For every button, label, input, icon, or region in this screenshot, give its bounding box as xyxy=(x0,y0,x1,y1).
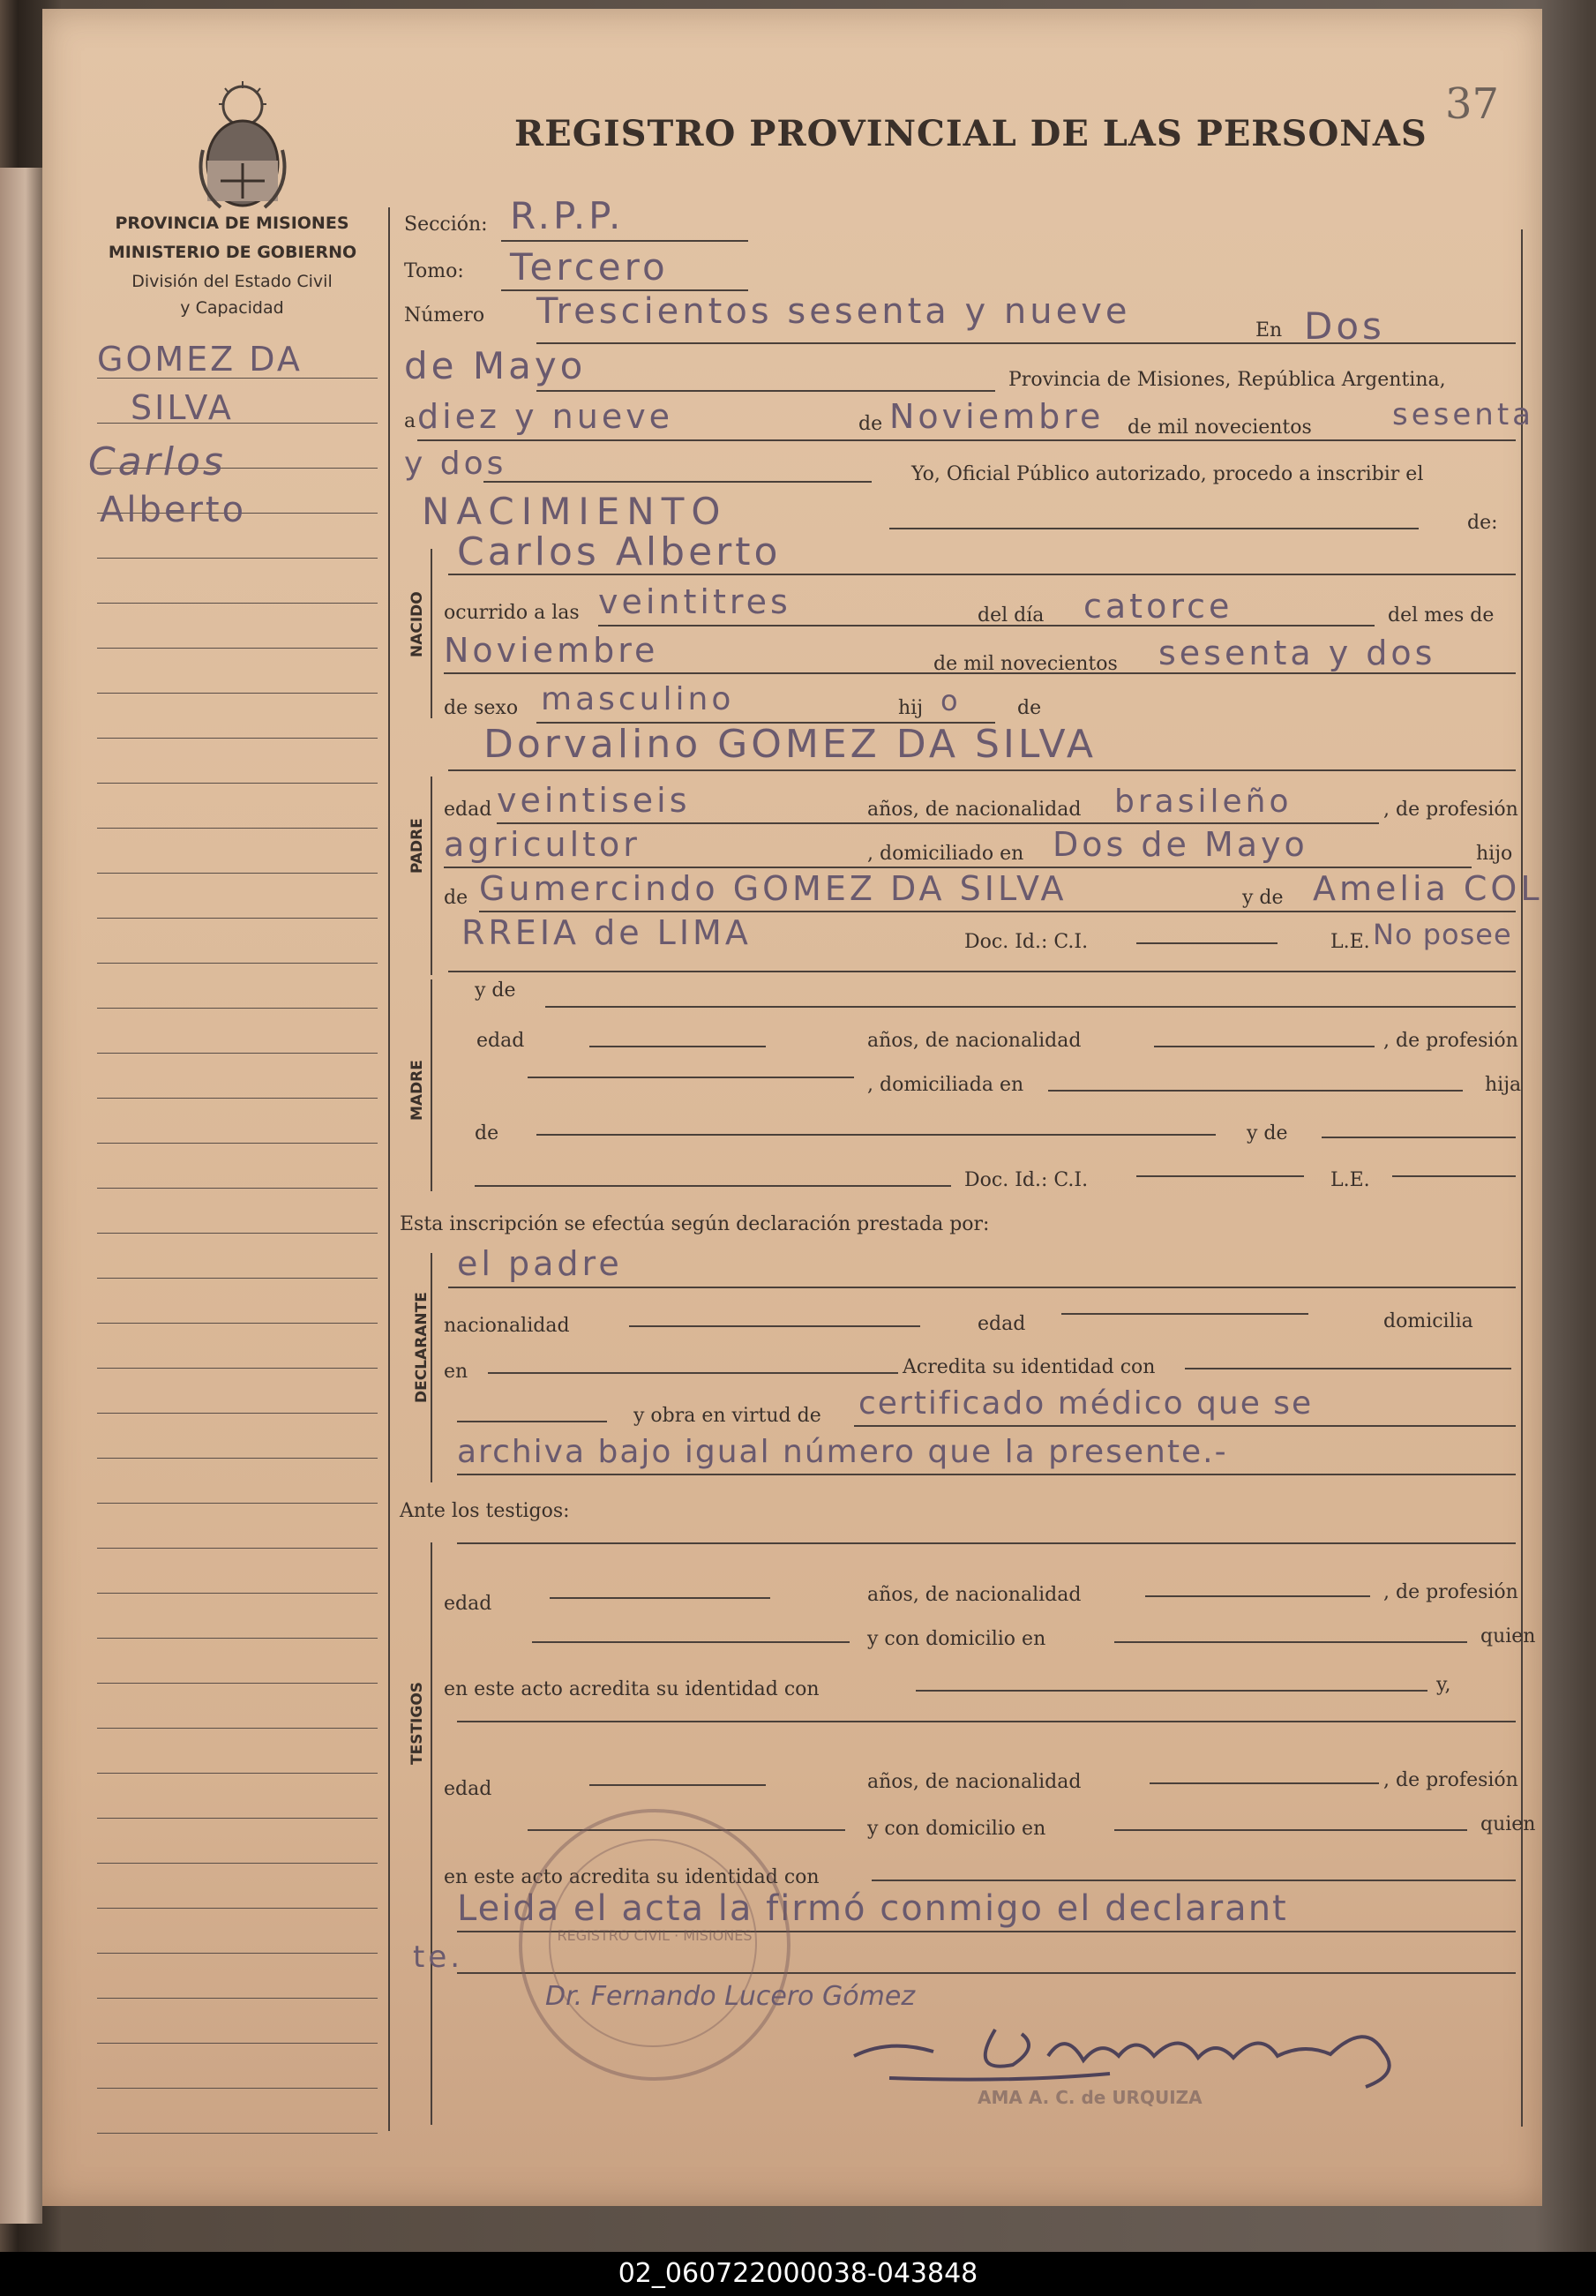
madre-y-de: y de xyxy=(475,979,516,1002)
declarante-edad-label: edad xyxy=(978,1313,1026,1335)
margin-rule xyxy=(97,1593,378,1594)
mother-hija-label: hija xyxy=(1485,1074,1522,1096)
de-label: de xyxy=(858,413,883,435)
numero-line xyxy=(536,342,1516,344)
father-de-label: de xyxy=(444,887,468,909)
declarante-edad-line xyxy=(1061,1313,1308,1315)
oficial-text: Yo, Oficial Público autorizado, procedo a inscribir el xyxy=(911,463,1424,485)
margin-rule xyxy=(97,1413,378,1414)
father-edad-line xyxy=(497,822,1379,824)
father-prof-line xyxy=(444,867,1472,868)
padre-border xyxy=(431,777,432,975)
father-doc-label: Doc. Id.: C.I. xyxy=(964,931,1089,953)
register-page xyxy=(42,9,1542,2206)
testigos-border xyxy=(431,1542,432,2125)
testigo1-acredita-line xyxy=(916,1690,1427,1692)
sexo-value: masculino xyxy=(541,681,735,717)
margin-rule xyxy=(97,1008,378,1009)
act-line xyxy=(889,528,1419,529)
year-value-1: sesenta xyxy=(1392,397,1534,432)
grandfather-value: Gumercindo GOMEZ DA SILVA xyxy=(479,869,1068,908)
month-value: Noviembre xyxy=(889,397,1105,436)
grandmother-value-1: Amelia COL xyxy=(1313,869,1543,908)
testigo1-prof-label: , de profesión xyxy=(1383,1581,1518,1603)
testigo2-edad-label: edad xyxy=(444,1778,492,1800)
father-le-value: No posee xyxy=(1373,918,1512,951)
testigo2-edad-line xyxy=(589,1784,766,1786)
madre-border xyxy=(431,979,432,1191)
mother-extra-line xyxy=(475,1185,951,1187)
testigo1-prof-line xyxy=(532,1641,850,1643)
margin-rule xyxy=(97,1638,378,1639)
testigo2-prof-label: , de profesión xyxy=(1383,1769,1518,1791)
margin-rule xyxy=(97,1188,378,1189)
act-type: NACIMIENTO xyxy=(422,490,728,533)
margin-surname-2: SILVA xyxy=(131,388,234,427)
testigos-intro: Ante los testigos: xyxy=(400,1500,570,1522)
padre-section-label: PADRE xyxy=(408,818,426,874)
mother-parents-line xyxy=(536,1134,1216,1136)
birth-day-value: catorce xyxy=(1083,587,1233,626)
division-label: División del Estado Civil xyxy=(131,272,333,291)
mother-nac-line xyxy=(1154,1046,1375,1047)
main-border xyxy=(388,207,390,2131)
margin-rule xyxy=(97,1503,378,1504)
hour-line xyxy=(598,625,1375,627)
testigo-name-line xyxy=(457,1542,1516,1544)
province-label: PROVINCIA DE MISIONES xyxy=(115,214,349,233)
provincia-text: Provincia de Misiones, República Argentina, xyxy=(1008,369,1446,391)
father-ci-line xyxy=(1136,942,1278,944)
margin-rule xyxy=(97,1773,378,1774)
testigo2-quien-label: quien xyxy=(1480,1813,1536,1835)
declarante-obra-line-pre xyxy=(457,1421,607,1422)
declarante-acredita-label: Acredita su identidad con xyxy=(903,1356,1156,1378)
testigo2-acredita-label: en este acto acredita su identidad con xyxy=(444,1866,820,1888)
mes-label: del mes de xyxy=(1388,604,1495,627)
margin-rule xyxy=(97,1998,378,1999)
birth-month-value: Noviembre xyxy=(444,631,659,670)
margin-rule xyxy=(97,1368,378,1369)
seccion-line xyxy=(501,240,748,242)
sexo-label: de sexo xyxy=(444,697,519,719)
hour-value: veintitres xyxy=(598,582,791,621)
margin-rule xyxy=(97,1143,378,1144)
margin-rule xyxy=(97,873,378,874)
mother-doc-label: Doc. Id.: C.I. xyxy=(964,1169,1089,1191)
margin-rule xyxy=(97,693,378,694)
margin-rule xyxy=(97,1953,378,1954)
margin-rule xyxy=(97,2088,378,2089)
mother-y-de-label: y de xyxy=(1247,1122,1288,1144)
father-prof-label: , de profesión xyxy=(1383,799,1518,821)
handwritten-note: Dr. Fernando Lucero Gómez xyxy=(545,1981,916,2012)
margin-given-name-1: Carlos xyxy=(88,439,226,484)
father-nac-value: brasileño xyxy=(1114,784,1293,820)
dia-label: del día xyxy=(978,604,1045,627)
hijo-label: hij xyxy=(898,697,924,719)
de-colon: de: xyxy=(1467,512,1498,534)
margin-rule xyxy=(97,1683,378,1684)
testigo2-dom-line xyxy=(1114,1829,1467,1831)
margin-rule xyxy=(97,1863,378,1864)
declarante-obra-value-1: certificado médico que se xyxy=(858,1385,1314,1422)
margin-rule xyxy=(97,2043,378,2044)
left-page-edge xyxy=(0,168,42,2224)
father-doc-line xyxy=(448,971,1516,972)
hijo-value: o xyxy=(940,684,962,717)
mother-prof-line xyxy=(528,1077,854,1078)
margin-rule xyxy=(97,1818,378,1819)
declarante-dom-label: domicilia xyxy=(1383,1310,1473,1332)
margin-rule xyxy=(97,828,378,829)
declarante-value: el padre xyxy=(457,1244,623,1283)
margin-rule xyxy=(97,558,378,559)
mother-prof-label: , de profesión xyxy=(1383,1030,1518,1052)
ocurrido-label: ocurrido a las xyxy=(444,602,580,624)
testigo1-dom-line xyxy=(1114,1641,1467,1643)
place-line xyxy=(536,390,995,392)
testigo1-nac-label: años, de nacionalidad xyxy=(867,1584,1082,1606)
en-label: En xyxy=(1255,319,1283,341)
mother-dom-label: , domiciliada en xyxy=(867,1074,1024,1096)
father-dom-label: , domiciliado en xyxy=(867,843,1024,865)
margin-rule xyxy=(97,918,378,919)
declarante-nac-label: nacionalidad xyxy=(444,1315,570,1337)
margin-rule xyxy=(97,1908,378,1909)
margin-rule xyxy=(97,2133,378,2134)
date-line xyxy=(417,439,1516,441)
madre-name-line xyxy=(545,1006,1516,1008)
declarante-line xyxy=(448,1287,1516,1288)
year-line xyxy=(483,481,872,483)
margin-rule xyxy=(97,1323,378,1324)
nacido-border xyxy=(431,549,432,718)
declarante-acredita-line xyxy=(1185,1368,1511,1369)
margin-rule xyxy=(97,1053,378,1054)
seccion-label: Sección: xyxy=(404,214,488,236)
father-name: Dorvalino GOMEZ DA SILVA xyxy=(483,722,1097,767)
father-le-label: L.E. xyxy=(1330,931,1370,953)
testigo2-name-line xyxy=(457,1721,1516,1722)
margin-rule xyxy=(97,963,378,964)
father-hijo-label: hijo xyxy=(1476,843,1513,865)
margin-rule xyxy=(97,1278,378,1279)
declarante-en-line xyxy=(488,1372,898,1374)
declarante-intro: Esta inscripción se efectúa según declaración prestada por: xyxy=(400,1213,990,1235)
closing-text-1: Leida el acta la firmó conmigo el declarant xyxy=(457,1888,1288,1929)
father-prof-value: agricultor xyxy=(444,825,641,864)
declarante-obra-label: y obra en virtud de xyxy=(633,1405,821,1427)
signature-icon xyxy=(836,2003,1436,2100)
mother-ci-line xyxy=(1136,1175,1304,1177)
margin-rule xyxy=(97,1098,378,1099)
mother-nac-label: años, de nacionalidad xyxy=(867,1030,1082,1052)
place-value-2: de Mayo xyxy=(404,344,587,387)
mother-le-label: L.E. xyxy=(1330,1169,1370,1191)
page-title: REGISTRO PROVINCIAL DE LAS PERSONAS xyxy=(514,113,1427,154)
declarante-obra-line-2 xyxy=(457,1474,1516,1475)
testigo1-dom-label: y con domicilio en xyxy=(867,1628,1046,1650)
place-value-1: Dos xyxy=(1304,304,1385,348)
birth-month-line xyxy=(444,672,1516,674)
testigo1-y-label: y, xyxy=(1436,1674,1451,1696)
testigo1-nac-line xyxy=(1145,1595,1370,1597)
page-number: 37 xyxy=(1445,79,1500,129)
year-value-2: y dos xyxy=(404,446,507,482)
mother-edad-line xyxy=(589,1046,766,1047)
grandmother-value-2: RREIA de LIMA xyxy=(461,913,752,952)
child-name: Carlos Alberto xyxy=(457,529,782,574)
margin-rule xyxy=(97,738,378,739)
margin-given-name-2: Alberto xyxy=(100,490,247,530)
margin-rule xyxy=(97,1728,378,1729)
coat-of-arms-icon xyxy=(194,79,291,212)
declarante-border xyxy=(431,1253,432,1482)
testigo1-acredita-label: en este acto acredita su identidad con xyxy=(444,1678,820,1700)
day-value: diez y nueve xyxy=(417,397,674,436)
nacido-section-label: NACIDO xyxy=(408,591,426,657)
father-nac-label: años, de nacionalidad xyxy=(867,799,1082,821)
hijo-de-label: de xyxy=(1017,697,1042,719)
testigo1-quien-label: quien xyxy=(1480,1625,1536,1647)
father-y-de-label: y de xyxy=(1242,887,1284,909)
margin-surname-1: GOMEZ DA xyxy=(97,340,303,379)
father-edad-label: edad xyxy=(444,799,492,821)
right-border xyxy=(1521,229,1523,2127)
father-name-line xyxy=(448,769,1516,771)
official-stamp: AMA A. C. de URQUIZA xyxy=(978,2087,1203,2108)
mother-parents-line-2 xyxy=(1322,1137,1516,1138)
mother-de-label: de xyxy=(475,1122,499,1144)
declarante-obra-line xyxy=(854,1425,1516,1427)
ministry-label: MINISTERIO DE GOBIERNO xyxy=(108,243,357,262)
numero-label: Número xyxy=(404,304,485,326)
image-caption: 02_060722000038-043848 xyxy=(0,2252,1596,2296)
birth-year-text: de mil novecientos xyxy=(933,653,1118,675)
tomo-label: Tomo: xyxy=(404,260,464,282)
closing-text-2: te. xyxy=(413,1940,464,1975)
margin-rule xyxy=(97,603,378,604)
madre-section-label: MADRE xyxy=(408,1060,426,1121)
a-label: a xyxy=(404,410,416,432)
declarante-en-label: en xyxy=(444,1361,468,1383)
seccion-value: R.P.P. xyxy=(510,194,625,237)
capacity-label: y Capacidad xyxy=(180,298,284,318)
testigo1-edad-line xyxy=(550,1597,770,1599)
margin-rule xyxy=(97,1233,378,1234)
testigo2-nac-line xyxy=(1150,1782,1379,1784)
margin-rule xyxy=(97,1548,378,1549)
father-dom-value: Dos de Mayo xyxy=(1053,825,1308,864)
margin-rule xyxy=(97,648,378,649)
mother-edad-label: edad xyxy=(476,1030,525,1052)
child-name-line xyxy=(448,574,1516,575)
margin-rule xyxy=(97,1458,378,1459)
tomo-value: Tercero xyxy=(510,245,669,289)
margin-rule xyxy=(97,783,378,784)
father-edad-value: veintiseis xyxy=(497,781,691,820)
testigo2-dom-label: y con domicilio en xyxy=(867,1818,1046,1840)
declarante-nac-line xyxy=(629,1325,920,1327)
mother-dom-line xyxy=(1048,1090,1463,1092)
birth-year-value: sesenta y dos xyxy=(1158,634,1436,672)
testigo1-edad-label: edad xyxy=(444,1593,492,1615)
round-stamp: REGISTRO CIVIL · MISIONES xyxy=(519,1809,791,2081)
numero-value: Trescientos sesenta y nueve xyxy=(536,291,1131,332)
testigo2-acredita-line xyxy=(872,1880,1516,1881)
testigo2-nac-label: años, de nacionalidad xyxy=(867,1771,1082,1793)
grandparents-line xyxy=(479,911,1516,912)
mother-le-line xyxy=(1392,1175,1516,1177)
testigos-section-label: TESTIGOS xyxy=(408,1681,426,1765)
declarante-section-label: DECLARANTE xyxy=(413,1292,431,1403)
declarante-obra-value-2: archiva bajo igual número que la presente.- xyxy=(457,1434,1228,1470)
year-text: de mil novecientos xyxy=(1128,416,1312,439)
